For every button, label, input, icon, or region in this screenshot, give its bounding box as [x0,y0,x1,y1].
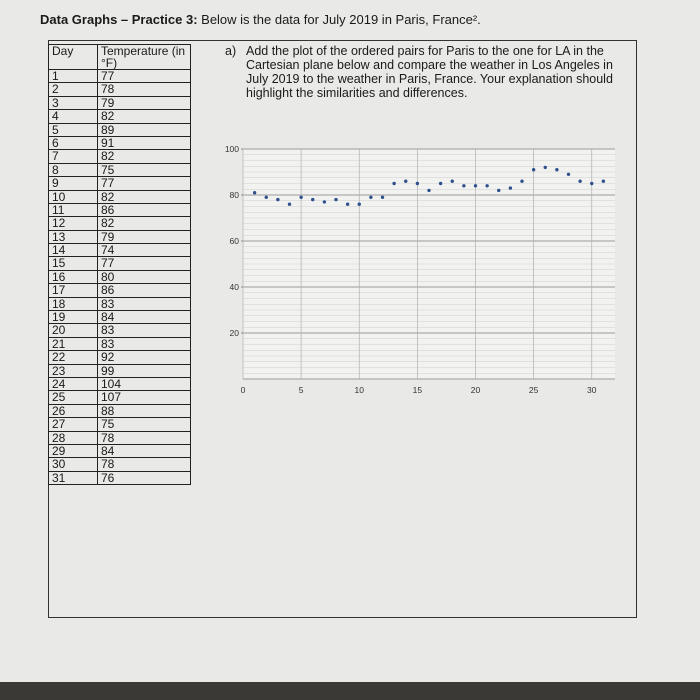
temperature-cell: 80 [98,270,191,283]
day-cell: 18 [49,297,98,310]
day-cell: 14 [49,244,98,257]
data-point [369,196,372,199]
day-cell: 23 [49,364,98,377]
table-row [49,177,191,190]
temperature-cell: 86 [98,203,191,216]
day-cell: 6 [49,136,98,149]
day-cell: 17 [49,284,98,297]
temperature-cell: 91 [98,136,191,149]
table-row [49,163,191,176]
day-cell: 24 [49,377,98,390]
temperature-cell: 86 [98,284,191,297]
temperature-cell: 77 [98,70,191,83]
data-point [253,191,256,194]
data-point [509,186,512,189]
day-cell: 10 [49,190,98,203]
data-point [299,196,302,199]
x-tick-label: 25 [528,385,539,395]
data-point [520,180,523,183]
temperature-cell: 82 [98,217,191,230]
day-cell: 28 [49,431,98,444]
table-row [49,270,191,283]
table-row [49,337,191,350]
temperature-cell: 82 [98,110,191,123]
temperature-cell: 104 [98,377,191,390]
table-row [49,351,191,364]
x-tick-label: 0 [240,385,246,395]
data-point [381,196,384,199]
day-cell: 30 [49,458,98,471]
temperature-cell: 75 [98,163,191,176]
day-cell: 1 [49,70,98,83]
table-row [49,284,191,297]
data-point [474,184,477,187]
day-cell: 19 [49,311,98,324]
data-point [567,173,570,176]
day-cell: 3 [49,96,98,109]
data-point [451,180,454,183]
data-point [578,180,581,183]
temperature-cell: 83 [98,297,191,310]
data-point [404,180,407,183]
table-row [49,391,191,404]
table-row [49,311,191,324]
day-cell: 29 [49,444,98,457]
temperature-cell: 79 [98,230,191,243]
day-cell: 20 [49,324,98,337]
data-point [485,184,488,187]
temperature-cell: 75 [98,418,191,431]
table-row [49,70,191,83]
day-cell: 26 [49,404,98,417]
page-bottom-shadow [0,682,700,700]
data-point [288,203,291,206]
header-day: Day [49,45,98,70]
data-point [276,198,279,201]
data-point [544,166,547,169]
day-cell: 7 [49,150,98,163]
page-title [40,12,481,27]
day-cell: 13 [49,230,98,243]
temperature-cell: 84 [98,444,191,457]
table-row [49,123,191,136]
data-point [323,200,326,203]
temperature-cell: 92 [98,351,191,364]
day-cell: 12 [49,217,98,230]
day-cell: 31 [49,471,98,484]
data-point [555,168,558,171]
table-body [49,70,191,485]
table-row [49,444,191,457]
day-cell: 2 [49,83,98,96]
day-cell: 9 [49,177,98,190]
data-point [427,189,430,192]
header-temperature: Temperature (in °F) [98,45,191,70]
data-point [416,182,419,185]
table-row [49,458,191,471]
temperature-cell: 107 [98,391,191,404]
x-tick-label: 10 [354,385,364,395]
temperature-cell: 78 [98,431,191,444]
day-cell: 16 [49,270,98,283]
table-header-row [49,45,191,70]
table-row [49,110,191,123]
table-row [49,471,191,484]
table-row [49,230,191,243]
data-point [602,180,605,183]
table-row [49,203,191,216]
table-row [49,244,191,257]
data-point [265,196,268,199]
table-row [49,297,191,310]
table-row [49,431,191,444]
temperature-cell: 89 [98,123,191,136]
temperature-cell: 79 [98,96,191,109]
day-cell: 27 [49,418,98,431]
day-cell: 4 [49,110,98,123]
table-row [49,150,191,163]
x-tick-label: 20 [470,385,481,395]
temperature-cell: 74 [98,244,191,257]
temperature-cell: 99 [98,364,191,377]
data-point [392,182,395,185]
y-tick-label: 80 [229,190,239,200]
day-cell: 25 [49,391,98,404]
question-label: a) [225,44,237,58]
data-point [346,203,349,206]
day-cell: 21 [49,337,98,350]
data-point [497,189,500,192]
data-point [311,198,314,201]
table-row [49,364,191,377]
table-row [49,324,191,337]
table-row [49,217,191,230]
title-bold: Data Graphs – Practice 3: [40,12,198,27]
data-point [462,184,465,187]
y-tick-label: 20 [229,328,239,338]
table-row [49,136,191,149]
day-cell: 11 [49,203,98,216]
temperature-table [48,44,191,485]
temperature-cell: 77 [98,257,191,270]
y-tick-label: 40 [229,282,239,292]
data-point [334,198,337,201]
x-tick-label: 30 [587,385,597,395]
temperature-cell: 83 [98,337,191,350]
temperature-cell: 78 [98,458,191,471]
table-row [49,377,191,390]
question-text: Add the plot of the ordered pairs for Paris to the one for LA in the Cartesian plane below and compare the weather in Los Angeles in July 2019 to the weather in Paris, France. Your explanation should highlight the similarities and differences. [246,44,613,100]
data-point [358,203,361,206]
temperature-cell: 88 [98,404,191,417]
table-row [49,96,191,109]
temperature-cell: 82 [98,150,191,163]
day-cell: 15 [49,257,98,270]
table-row [49,404,191,417]
table-row [49,190,191,203]
data-point [439,182,442,185]
table-row [49,257,191,270]
temperature-cell: 76 [98,471,191,484]
temperature-cell: 77 [98,177,191,190]
data-point [590,182,593,185]
title-rest: Below is the data for July 2019 in Paris, France². [197,12,481,27]
temperature-cell: 84 [98,311,191,324]
temperature-cell: 83 [98,324,191,337]
day-cell: 8 [49,163,98,176]
data-point [532,168,535,171]
day-cell: 22 [49,351,98,364]
temperature-cell: 82 [98,190,191,203]
table-row [49,83,191,96]
y-tick-label: 100 [224,145,239,154]
scatter-chart [205,145,625,405]
y-tick-label: 60 [229,236,239,246]
day-cell: 5 [49,123,98,136]
x-tick-label: 15 [412,385,423,395]
x-tick-label: 5 [298,385,304,395]
table-row [49,418,191,431]
temperature-cell: 78 [98,83,191,96]
